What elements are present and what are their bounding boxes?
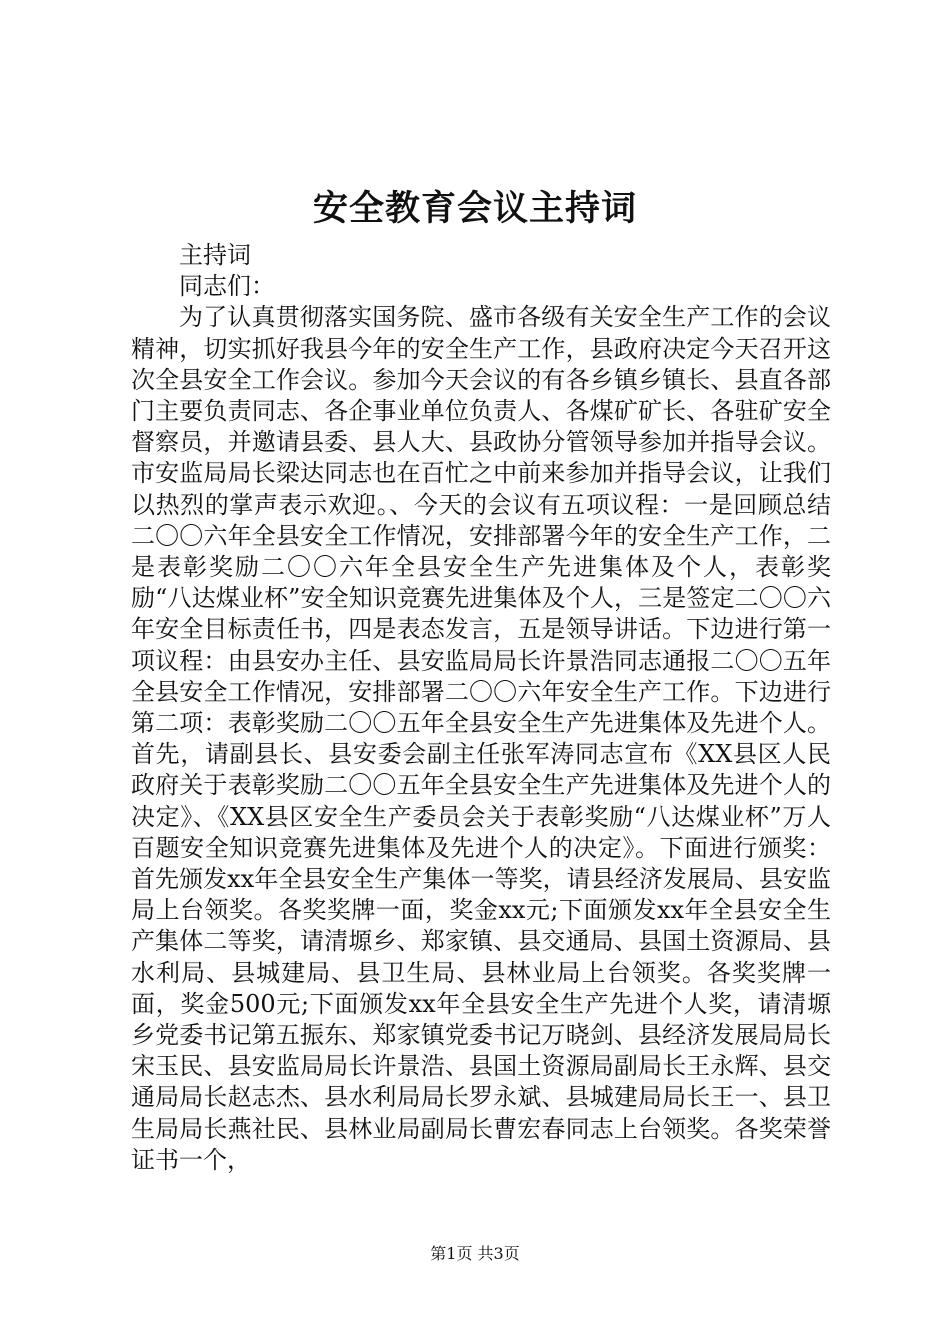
paragraph-salutation: 同志们： <box>179 272 275 301</box>
paragraph-heading: 主持词 <box>179 241 251 269</box>
page-footer: 第1页 共3页 <box>430 1244 520 1263</box>
document-body <box>131 240 831 1176</box>
paragraph-main: 为了认真贯彻落实国务院、盛市各级有关安全生产工作的会议精神，切实抓好我县今年的安全生产工作，县政府决定今天召开这次全县安全工作会议。参加今天会议的有各乡镇乡镇长、县直各部门主要负责同志、各企事业单位负责人、各煤矿矿长、各驻矿安全督察员，并邀请县委、县人大、县政协分管领导参加并指导会议。市安监局局长梁达同志也在百忙之中前来参加并指导会议，让我们以热烈的掌声表示欢迎。、今天的会议有五项议程：一是回顾总结二〇〇六年全县安全工作情况，安排部署今年的安全生产工作，二是表彰奖励二〇〇六年全县安全生产先进集体及个人，表彰奖励“八达煤业杯”安全知识竞赛先进集体及个人，三是签定二〇〇六年安全目标责任书，四是表态发言，五是领导讲话。下边进行第一项议程：由县安办主任、县安监局局长许景浩同志通报二〇〇五年全县安全工作情况，安排部署二〇〇六年安全生产工作。下边进行第二项：表彰奖励二〇〇五年全县安全生产先进集体及先进个人。首先，请副县长、县安委会副主任张军涛同志宣布《XX县区人民政府关于表彰奖励二〇〇五年全县安全生产先进集体及先进个人的决定》、《XX县区安全生产委员会关于表彰奖励“八达煤业杯”万人百题安全知识竞赛先进集体及先进个人的决定》。下面进行颁奖：首先颁发xx年全县安全生产集体一等奖，请县经济发展局、县安监局上台领奖。各奖奖牌一面，奖金xx元;下面颁发xx年全县安全生产集体二等奖，请清塬乡、郑家镇、县交通局、县国土资源局、县水利局、县城建局、县卫生局、县林业局上台领奖。各奖奖牌一面，奖金500元;下面颁发xx年全县安全生产先进个人奖，请清塬乡党委书记第五振东、郑家镇党委书记万晓剑、县经济发展局局长宋玉民、县安监局局长许景浩、县国土资源局副局长王永辉、县交通局局长赵志杰、县水利局局长罗永斌、县城建局局长王一、县卫生局局长燕社民、县林业局副局长曹宏春同志上台领奖。各奖荣誉证书一个， <box>131 303 831 1174</box>
document-title: 安全教育会议主持词 <box>312 188 637 229</box>
